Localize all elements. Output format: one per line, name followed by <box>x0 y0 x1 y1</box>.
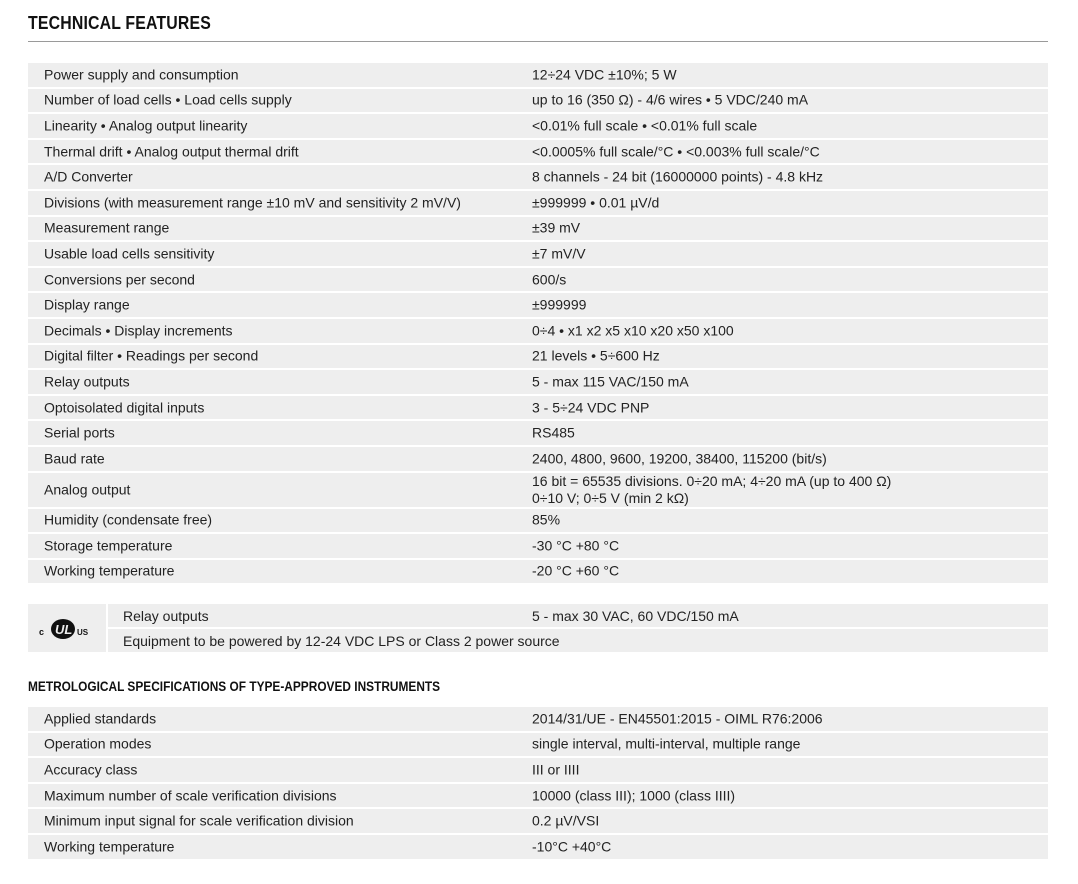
spec-label: Accuracy class <box>44 761 138 778</box>
ul-relay-label: Relay outputs <box>123 607 209 624</box>
spec-value-line: 0÷10 V; 0÷5 V (min 2 kΩ) <box>532 489 689 506</box>
spec-label: Number of load cells • Load cells supply <box>44 91 292 108</box>
spec-label: Relay outputs <box>44 373 130 390</box>
svg-text:US: US <box>77 628 89 637</box>
spec-value: 5 - max 115 VAC/150 mA <box>532 373 689 390</box>
spec-value: -20 °C +60 °C <box>532 562 620 579</box>
spec-value: 3 - 5÷24 VDC PNP <box>532 399 650 416</box>
metrological-table <box>28 707 1048 861</box>
spec-row <box>28 345 1048 369</box>
spec-label: Minimum input signal for scale verification division <box>44 812 354 829</box>
spec-label: Usable load cells sensitivity <box>44 245 215 262</box>
spec-value: 21 levels • 5÷600 Hz <box>532 347 660 364</box>
technical-features-table <box>28 63 1048 585</box>
spec-value: 2400, 4800, 9600, 19200, 38400, 115200 (bit/s) <box>532 450 827 467</box>
spec-row <box>28 758 1048 782</box>
spec-row <box>28 809 1048 833</box>
spec-label: Optoisolated digital inputs <box>44 399 205 416</box>
spec-value: 85% <box>532 511 561 528</box>
spec-label: Baud rate <box>44 450 105 467</box>
section-title-technical-features: TECHNICAL FEATURES <box>28 13 211 33</box>
spec-value: 10000 (class III); 1000 (class IIII) <box>532 787 736 804</box>
spec-label: Maximum number of scale verification divisions <box>44 787 337 804</box>
svg-text:UL: UL <box>55 622 73 637</box>
spec-value: ±999999 <box>532 296 587 313</box>
spec-row <box>28 784 1048 808</box>
spec-label: Digital filter • Readings per second <box>44 347 259 364</box>
spec-row <box>28 707 1048 731</box>
spec-row <box>28 165 1048 189</box>
spec-value: <0.0005% full scale/°C • <0.003% full scale/°C <box>532 143 820 160</box>
spec-row <box>28 217 1048 241</box>
section-title-metrological: METROLOGICAL SPECIFICATIONS OF TYPE-APPROVED INSTRUMENTS <box>28 679 441 694</box>
spec-label: Display range <box>44 296 130 313</box>
spec-row <box>28 473 1048 507</box>
title-divider <box>28 41 1048 42</box>
spec-value: -10°C +40°C <box>532 838 612 855</box>
ul-power-row <box>108 629 1048 652</box>
spec-label: A/D Converter <box>44 168 133 185</box>
spec-label: Storage temperature <box>44 537 173 554</box>
spec-label: Linearity • Analog output linearity <box>44 117 248 134</box>
spec-label: Operation modes <box>44 735 152 752</box>
spec-row <box>28 835 1048 859</box>
spec-row <box>28 293 1048 317</box>
spec-row <box>28 421 1048 445</box>
spec-value: up to 16 (350 Ω) - 4/6 wires • 5 VDC/240 mA <box>532 91 809 108</box>
svg-text:c: c <box>39 627 45 637</box>
spec-label: Measurement range <box>44 219 170 236</box>
spec-value-line: 16 bit = 65535 divisions. 0÷20 mA; 4÷20 mA (up to 400 Ω) <box>532 472 892 489</box>
spec-label: Thermal drift • Analog output thermal drift <box>44 143 299 160</box>
ul-certification-block <box>28 604 1048 652</box>
ul-mark-icon <box>35 615 99 641</box>
spec-row <box>28 447 1048 471</box>
spec-row <box>28 268 1048 292</box>
spec-row <box>28 63 1048 87</box>
spec-label: Decimals • Display increments <box>44 322 233 339</box>
spec-label: Working temperature <box>44 838 175 855</box>
spec-row <box>28 319 1048 343</box>
spec-label: Humidity (condensate free) <box>44 511 213 528</box>
spec-label: Conversions per second <box>44 271 195 288</box>
spec-value: single interval, multi-interval, multiple range <box>532 735 801 752</box>
spec-value: -30 °C +80 °C <box>532 537 620 554</box>
spec-row <box>28 396 1048 420</box>
ul-power-note: Equipment to be powered by 12-24 VDC LPS or Class 2 power source <box>123 632 560 649</box>
spec-row <box>28 114 1048 138</box>
ul-listed-logo <box>28 604 106 652</box>
spec-value: ±39 mV <box>532 219 581 236</box>
spec-row <box>28 560 1048 584</box>
spec-row <box>28 140 1048 164</box>
spec-row <box>28 242 1048 266</box>
spec-value: ±7 mV/V <box>532 245 586 262</box>
spec-value: III or IIII <box>532 761 580 778</box>
spec-value: <0.01% full scale • <0.01% full scale <box>532 117 758 134</box>
spec-row <box>28 89 1048 113</box>
spec-value: 600/s <box>532 271 567 288</box>
spec-label: Power supply and consumption <box>44 66 239 83</box>
spec-value: 0.2 µV/VSI <box>532 812 600 829</box>
spec-row <box>28 370 1048 394</box>
spec-row <box>28 191 1048 215</box>
spec-value: 0÷4 • x1 x2 x5 x10 x20 x50 x100 <box>532 322 734 339</box>
ul-relay-value: 5 - max 30 VAC, 60 VDC/150 mA <box>532 607 739 624</box>
spec-value: 8 channels - 24 bit (16000000 points) - 4.8 kHz <box>532 168 824 185</box>
spec-label: Applied standards <box>44 710 157 727</box>
spec-value: 12÷24 VDC ±10%; 5 W <box>532 66 677 83</box>
spec-row <box>28 534 1048 558</box>
spec-value: ±999999 • 0.01 µV/d <box>532 194 660 211</box>
spec-label: Divisions (with measurement range ±10 mV and sensitivity 2 mV/V) <box>44 194 461 211</box>
spec-label: Serial ports <box>44 424 115 441</box>
spec-row <box>28 733 1048 757</box>
spec-value: RS485 <box>532 424 575 441</box>
spec-value <box>532 473 891 507</box>
ul-relay-row <box>108 604 1048 627</box>
spec-label: Analog output <box>44 481 131 497</box>
spec-label: Working temperature <box>44 562 175 579</box>
spec-value: 2014/31/UE - EN45501:2015 - OIML R76:2006 <box>532 710 823 727</box>
spec-row <box>28 509 1048 533</box>
